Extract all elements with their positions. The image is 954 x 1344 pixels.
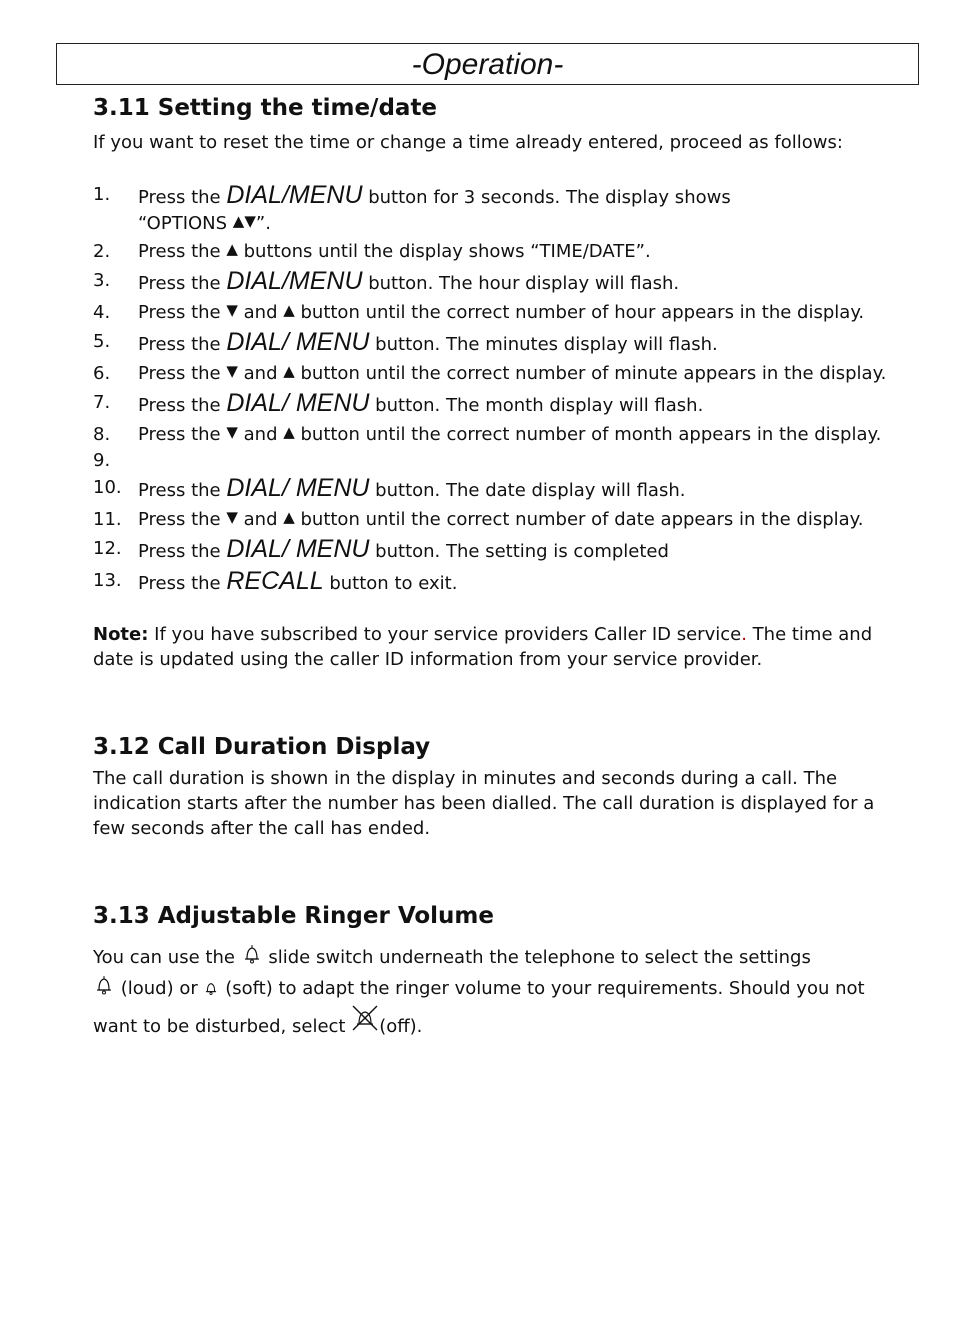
list-item: 5. Press the DIAL/ MENU button. The minutes display will flash.: [93, 328, 718, 356]
list-item: 1. Press the DIAL/MENU button for 3 seconds. The display shows “OPTIONS ▲▼”.: [93, 181, 731, 234]
up-triangle-icon: ▲: [283, 423, 295, 441]
section-body: You can use the slide switch underneath the telephone to select the settings (loud) or (soft) to adapt the ringer volume to your requirements. Should you not want to be disturbed, select (off).: [93, 942, 903, 1042]
section-heading-3-12: 3.12 Call Duration Display: [93, 734, 431, 760]
note-label: Note:: [93, 624, 149, 645]
bell-icon: [93, 974, 115, 996]
list-item: 3. Press the DIAL/MENU button. The hour display will flash.: [93, 267, 680, 295]
list-item: 4. Press the ▼ and ▲ button until the correct number of hour appears in the display.: [93, 301, 865, 323]
section-body: The call duration is shown in the display in minutes and seconds during a call. The indication starts after the number has been dialled. The call duration is displayed for a few seconds after the call has ended.: [93, 768, 875, 839]
list-item: 12. Press the DIAL/ MENU button. The setting is completed: [93, 535, 669, 563]
up-triangle-icon: ▲: [226, 240, 238, 258]
section-intro: If you want to reset the time or change a time already entered, proceed as follows:: [93, 132, 843, 153]
section-heading-3-13: 3.13 Adjustable Ringer Volume: [93, 903, 494, 929]
down-triangle-icon: ▼: [226, 301, 238, 319]
list-item: 8. Press the ▼ and ▲ button until the correct number of month appears in the display.: [93, 423, 882, 445]
down-triangle-icon: ▼: [226, 362, 238, 380]
list-item: 7. Press the DIAL/ MENU button. The month display will flash.: [93, 389, 704, 417]
bell-small-icon: [203, 980, 219, 996]
steps-list: [93, 182, 903, 597]
down-triangle-icon: ▼: [226, 508, 238, 526]
page-title: -Operation-: [411, 48, 564, 81]
down-triangle-icon: ▼: [226, 423, 238, 441]
bell-off-icon: [351, 1004, 379, 1032]
up-triangle-icon: ▲: [283, 362, 295, 380]
down-triangle-icon: ▼: [244, 212, 256, 230]
bell-icon: [241, 943, 263, 965]
up-triangle-icon: ▲: [283, 301, 295, 319]
list-item: 6. Press the ▼ and ▲ button until the correct number of minute appears in the display.: [93, 362, 887, 384]
section-heading-3-11: 3.11 Setting the time/date: [93, 95, 438, 121]
list-item: 9.: [93, 450, 111, 471]
list-item: 2. Press the ▲ buttons until the display shows “TIME/DATE”.: [93, 240, 651, 262]
note-paragraph: Note: If you have subscribed to your service providers Caller ID service. The time and date is updated using the caller ID information from your service provider.: [93, 624, 873, 670]
document-body: [93, 92, 903, 1042]
list-item: 13. Press the RECALL button to exit.: [93, 567, 458, 595]
up-triangle-icon: ▲: [283, 508, 295, 526]
list-item: 11. Press the ▼ and ▲ button until the correct number of date appears in the display.: [93, 508, 864, 530]
up-triangle-icon: ▲: [232, 212, 245, 230]
list-item: 10. Press the DIAL/ MENU button. The date display will flash.: [93, 474, 686, 502]
header-box: [56, 43, 919, 85]
